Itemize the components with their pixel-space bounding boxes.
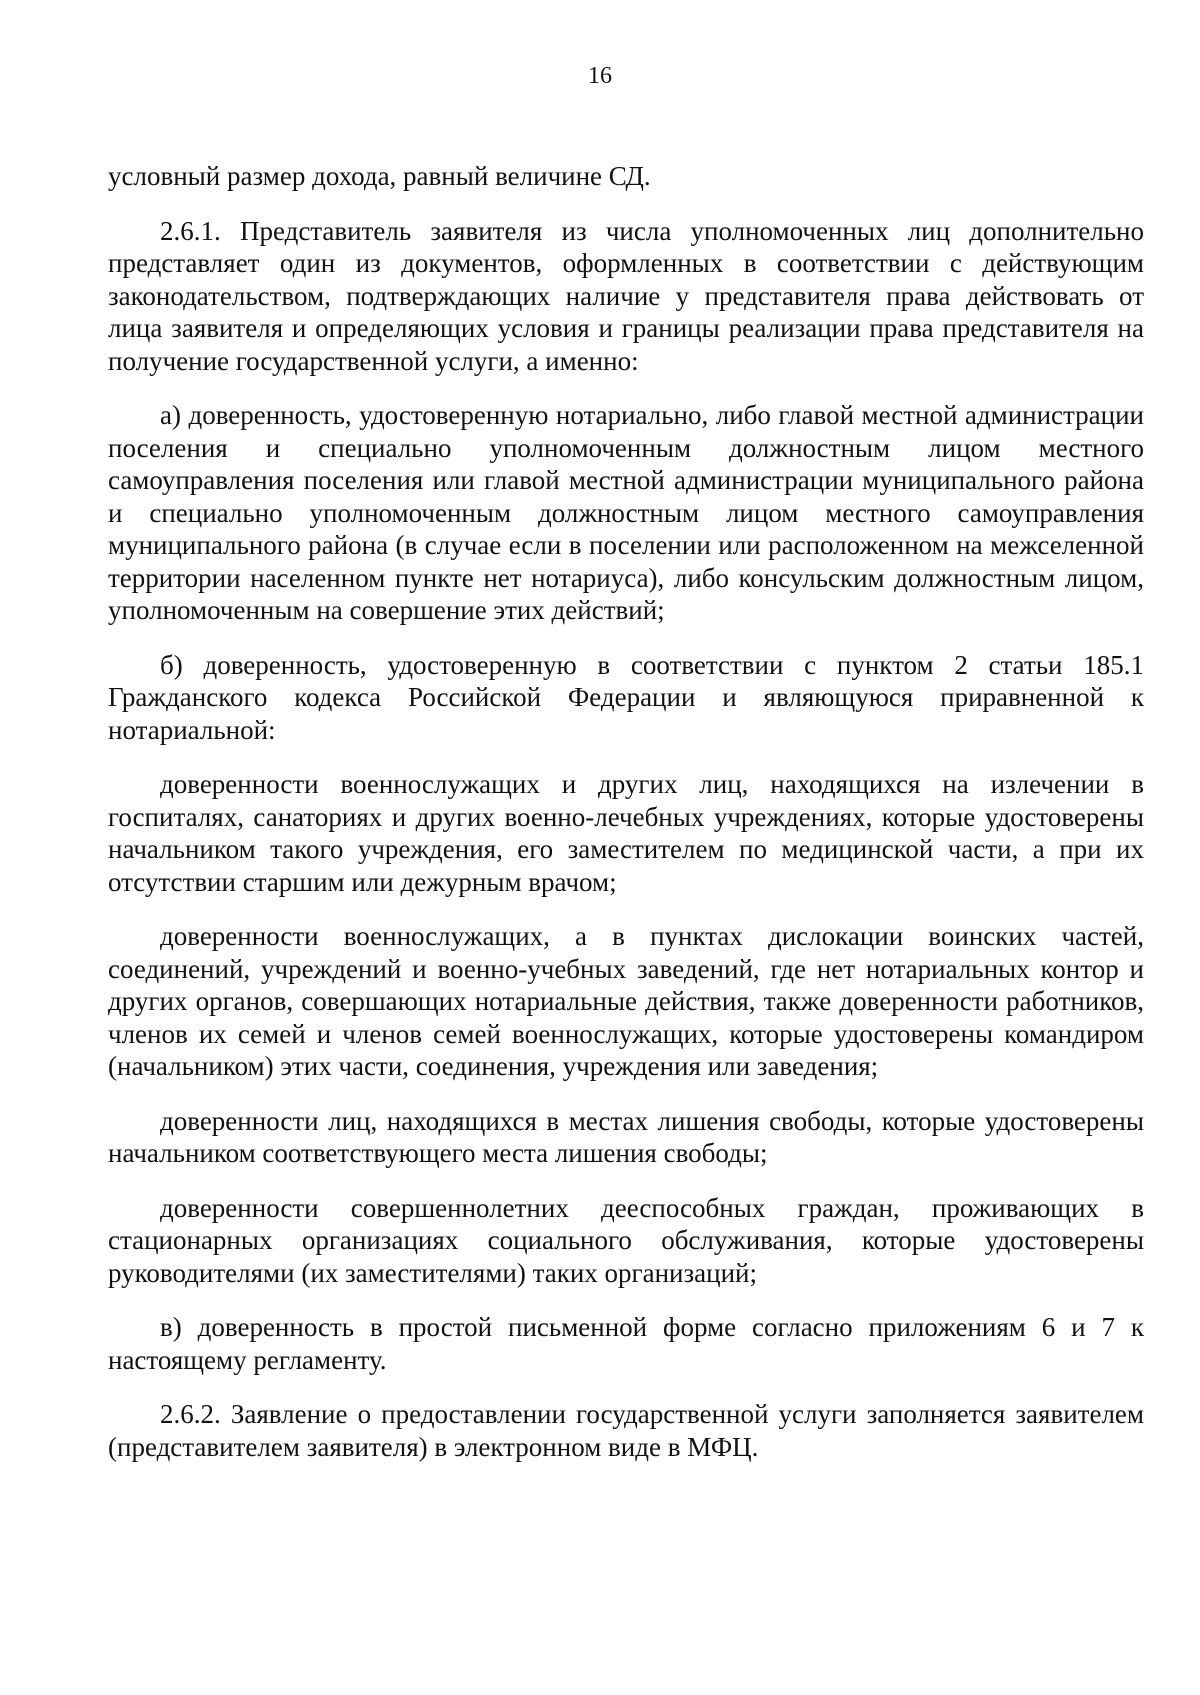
paragraph-military-hospitals: доверенности военнослужащих и других лиц, находящихся на излечении в госпиталях, санаториях и других военно-лечебных учреждениях, которые удостоверены начальником такого учреждения, его заместителем по медицинской части, а при их отсутствии старшим или дежурным врачом;	[108, 769, 1144, 897]
paragraph-detention: доверенности лиц, находящихся в местах лишения свободы, которые удостоверены начальником соответствующего места лишения свободы;	[108, 1105, 1144, 1168]
paragraph-social-care: доверенности совершеннолетних дееспособных граждан, проживающих в стационарных организациях социального обслуживания, которые удостоверены руководителями (их заместителями) таких организаций;	[108, 1192, 1144, 1288]
paragraph-continuation: условный размер дохода, равный величине СД.	[108, 161, 651, 191]
page-number: 16	[588, 63, 612, 89]
paragraph-item-b: б) доверенность, удостоверенную в соответствии с пунктом 2 статьи 185.1 Гражданского кодекса Российской Федерации и являющуюся приравненной к нотариальной:	[108, 649, 1144, 745]
paragraph-2-6-2: 2.6.2. Заявление о предоставлении государственной услуги заполняется заявителем (представителем заявителя) в электронном виде в МФЦ.	[108, 1399, 1144, 1462]
paragraph-military-units: доверенности военнослужащих, а в пунктах дислокации воинских частей, соединений, учреждений и военно-учебных заведений, где нет нотариальных контор и других органов, совершающих нотариальные действия, также доверенности работников, членов их семей и членов семей военнослужащих, которые удостоверены командиром (начальником) этих части, соединения, учреждения или заведения;	[108, 921, 1144, 1081]
paragraph-item-a: а) доверенность, удостоверенную нотариально, либо главой местной администрации поселения и специально уполномоченным должностным лицом местного самоуправления поселения или главой местной администрации муниципального района и специально уполномоченным должностным лицом местного самоуправления муниципального района (в случае если в поселении или расположенном на межселенной территории населенном пункте нет нотариуса), либо консульским должностным лицом, уполномоченным на совершение этих действий;	[108, 400, 1144, 625]
document-body	[108, 160, 1144, 1463]
paragraph-item-v: в) доверенность в простой письменной форме согласно приложениям 6 и 7 к настоящему регламенту.	[108, 1312, 1144, 1375]
paragraph-2-6-1: 2.6.1. Представитель заявителя из числа уполномоченных лиц дополнительно представляет один из документов, оформленных в соответствии с действующим законодательством, подтверждающих наличие у представителя права действовать от лица заявителя и определяющих условия и границы реализации права представителя на получение государственной услуги, а именно:	[108, 215, 1144, 376]
